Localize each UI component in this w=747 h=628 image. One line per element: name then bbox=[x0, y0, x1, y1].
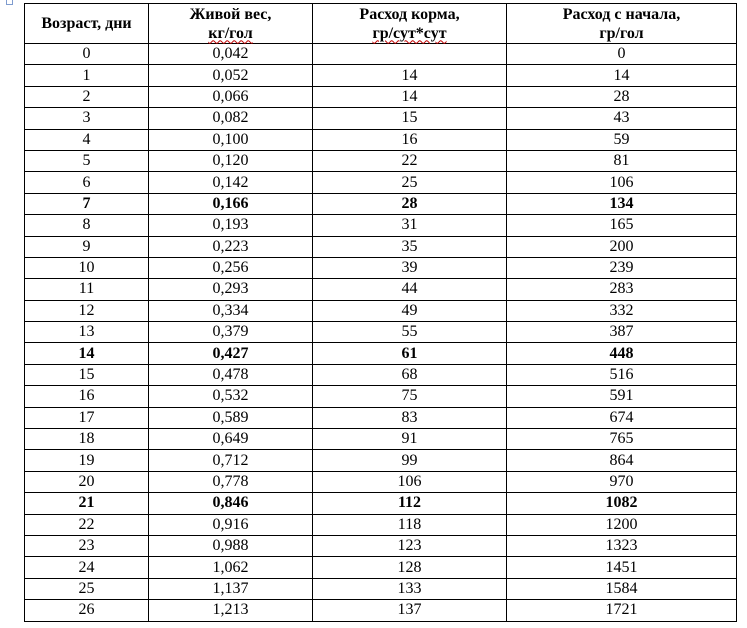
header-feed bbox=[313, 4, 507, 44]
cell-total: 28 bbox=[507, 86, 737, 107]
cell-weight: 0,193 bbox=[149, 215, 313, 236]
cell-weight: 0,649 bbox=[149, 429, 313, 450]
cell-total: 1721 bbox=[507, 600, 737, 621]
cell-age: 13 bbox=[25, 322, 149, 343]
table-row bbox=[25, 429, 737, 450]
cell-weight: 0,052 bbox=[149, 65, 313, 86]
cell-total: 1323 bbox=[507, 535, 737, 556]
cell-age: 19 bbox=[25, 450, 149, 471]
cell-total: 0 bbox=[507, 44, 737, 65]
cell-weight: 1,062 bbox=[149, 557, 313, 578]
cell-weight: 0,379 bbox=[149, 322, 313, 343]
table-row bbox=[25, 172, 737, 193]
cell-age: 17 bbox=[25, 407, 149, 428]
cell-weight: 1,213 bbox=[149, 600, 313, 621]
cell-weight: 0,589 bbox=[149, 407, 313, 428]
cell-feed: 83 bbox=[313, 407, 507, 428]
cell-total: 14 bbox=[507, 65, 737, 86]
cell-feed: 118 bbox=[313, 514, 507, 535]
cell-age: 26 bbox=[25, 600, 149, 621]
table-row bbox=[25, 493, 737, 514]
header-weight-line2: кг/гол bbox=[208, 24, 253, 42]
cell-feed: 61 bbox=[313, 343, 507, 364]
table-row bbox=[25, 279, 737, 300]
table-row bbox=[25, 257, 737, 278]
cell-age: 8 bbox=[25, 215, 149, 236]
header-weight bbox=[149, 4, 313, 44]
cell-feed: 91 bbox=[313, 429, 507, 450]
table-row bbox=[25, 44, 737, 65]
header-feed-line2: гр/сут*сут bbox=[372, 24, 447, 42]
cell-feed: 16 bbox=[313, 129, 507, 150]
cell-weight: 0,334 bbox=[149, 300, 313, 321]
cell-total: 81 bbox=[507, 150, 737, 171]
cell-feed: 14 bbox=[313, 86, 507, 107]
cell-age: 25 bbox=[25, 578, 149, 599]
cell-total: 59 bbox=[507, 129, 737, 150]
cell-feed: 14 bbox=[313, 65, 507, 86]
cell-feed: 49 bbox=[313, 300, 507, 321]
cell-age: 1 bbox=[25, 65, 149, 86]
cell-age: 11 bbox=[25, 279, 149, 300]
cell-age: 12 bbox=[25, 300, 149, 321]
cell-feed: 137 bbox=[313, 600, 507, 621]
cell-weight: 0,293 bbox=[149, 279, 313, 300]
table-row bbox=[25, 535, 737, 556]
table-row bbox=[25, 386, 737, 407]
cell-weight: 0,223 bbox=[149, 236, 313, 257]
table-row bbox=[25, 129, 737, 150]
cell-age: 15 bbox=[25, 364, 149, 385]
cell-total: 165 bbox=[507, 215, 737, 236]
cell-total: 516 bbox=[507, 364, 737, 385]
cell-feed: 55 bbox=[313, 322, 507, 343]
table-row bbox=[25, 193, 737, 214]
cell-weight: 0,100 bbox=[149, 129, 313, 150]
table-row bbox=[25, 578, 737, 599]
cell-weight: 0,988 bbox=[149, 535, 313, 556]
table-row bbox=[25, 150, 737, 171]
cell-feed: 112 bbox=[313, 493, 507, 514]
cell-age: 18 bbox=[25, 429, 149, 450]
table-row bbox=[25, 86, 737, 107]
cell-total: 970 bbox=[507, 471, 737, 492]
table-row bbox=[25, 236, 737, 257]
cell-weight: 0,066 bbox=[149, 86, 313, 107]
header-total-line2: гр/гол bbox=[599, 24, 644, 42]
cell-weight: 0,120 bbox=[149, 150, 313, 171]
header-age-label: Возраст, дни bbox=[41, 15, 132, 32]
cell-age: 7 bbox=[25, 193, 149, 214]
cell-age: 16 bbox=[25, 386, 149, 407]
cell-age: 10 bbox=[25, 257, 149, 278]
cell-age: 0 bbox=[25, 44, 149, 65]
cell-total: 765 bbox=[507, 429, 737, 450]
table-row bbox=[25, 407, 737, 428]
table-row bbox=[25, 322, 737, 343]
cell-age: 9 bbox=[25, 236, 149, 257]
cell-feed: 22 bbox=[313, 150, 507, 171]
table-row bbox=[25, 514, 737, 535]
cell-feed: 99 bbox=[313, 450, 507, 471]
cell-age: 2 bbox=[25, 86, 149, 107]
cell-feed: 25 bbox=[313, 172, 507, 193]
table-row bbox=[25, 108, 737, 129]
cell-total: 1200 bbox=[507, 514, 737, 535]
cell-age: 23 bbox=[25, 535, 149, 556]
cell-feed: 68 bbox=[313, 364, 507, 385]
cell-total: 864 bbox=[507, 450, 737, 471]
cell-weight: 0,082 bbox=[149, 108, 313, 129]
table-row bbox=[25, 65, 737, 86]
cell-total: 674 bbox=[507, 407, 737, 428]
cell-weight: 0,427 bbox=[149, 343, 313, 364]
cell-weight: 0,846 bbox=[149, 493, 313, 514]
cell-age: 20 bbox=[25, 471, 149, 492]
feed-table-container bbox=[24, 3, 736, 622]
table-row bbox=[25, 215, 737, 236]
cell-total: 1584 bbox=[507, 578, 737, 599]
table-row bbox=[25, 300, 737, 321]
cell-weight: 0,166 bbox=[149, 193, 313, 214]
cell-feed bbox=[313, 44, 507, 65]
cell-total: 239 bbox=[507, 257, 737, 278]
cell-age: 24 bbox=[25, 557, 149, 578]
cell-feed: 39 bbox=[313, 257, 507, 278]
cell-weight: 0,142 bbox=[149, 172, 313, 193]
header-age bbox=[25, 4, 149, 44]
cell-weight: 1,137 bbox=[149, 578, 313, 599]
header-total-line1: Расход с начала, bbox=[562, 5, 681, 23]
table-row bbox=[25, 343, 737, 364]
cell-feed: 128 bbox=[313, 557, 507, 578]
table-row bbox=[25, 471, 737, 492]
cell-feed: 44 bbox=[313, 279, 507, 300]
table-row bbox=[25, 450, 737, 471]
cell-feed: 35 bbox=[313, 236, 507, 257]
cell-age: 3 bbox=[25, 108, 149, 129]
table-row bbox=[25, 557, 737, 578]
cell-total: 387 bbox=[507, 322, 737, 343]
cell-feed: 106 bbox=[313, 471, 507, 492]
header-weight-line1: Живой вес, bbox=[189, 5, 272, 23]
cell-weight: 0,712 bbox=[149, 450, 313, 471]
cell-feed: 123 bbox=[313, 535, 507, 556]
table-header-row bbox=[25, 4, 737, 44]
cell-weight: 0,042 bbox=[149, 44, 313, 65]
table-body bbox=[25, 44, 737, 622]
cell-total: 283 bbox=[507, 279, 737, 300]
cell-age: 6 bbox=[25, 172, 149, 193]
cell-age: 5 bbox=[25, 150, 149, 171]
cell-total: 134 bbox=[507, 193, 737, 214]
cell-total: 448 bbox=[507, 343, 737, 364]
cell-total: 43 bbox=[507, 108, 737, 129]
cell-age: 14 bbox=[25, 343, 149, 364]
cell-total: 200 bbox=[507, 236, 737, 257]
cell-age: 21 bbox=[25, 493, 149, 514]
cell-feed: 15 bbox=[313, 108, 507, 129]
cell-feed: 133 bbox=[313, 578, 507, 599]
feed-table bbox=[24, 3, 737, 622]
cell-total: 1082 bbox=[507, 493, 737, 514]
cell-feed: 31 bbox=[313, 215, 507, 236]
cell-weight: 0,256 bbox=[149, 257, 313, 278]
cell-feed: 28 bbox=[313, 193, 507, 214]
cell-age: 4 bbox=[25, 129, 149, 150]
cell-feed: 75 bbox=[313, 386, 507, 407]
cell-weight: 0,478 bbox=[149, 364, 313, 385]
cell-age: 22 bbox=[25, 514, 149, 535]
table-move-handle-icon[interactable] bbox=[6, 0, 13, 5]
header-total bbox=[507, 4, 737, 44]
cell-total: 1451 bbox=[507, 557, 737, 578]
header-feed-line1: Расход корма, bbox=[359, 5, 460, 23]
cell-weight: 0,778 bbox=[149, 471, 313, 492]
cell-total: 106 bbox=[507, 172, 737, 193]
cell-weight: 0,916 bbox=[149, 514, 313, 535]
table-row bbox=[25, 364, 737, 385]
cell-weight: 0,532 bbox=[149, 386, 313, 407]
table-row bbox=[25, 600, 737, 621]
cell-total: 591 bbox=[507, 386, 737, 407]
cell-total: 332 bbox=[507, 300, 737, 321]
